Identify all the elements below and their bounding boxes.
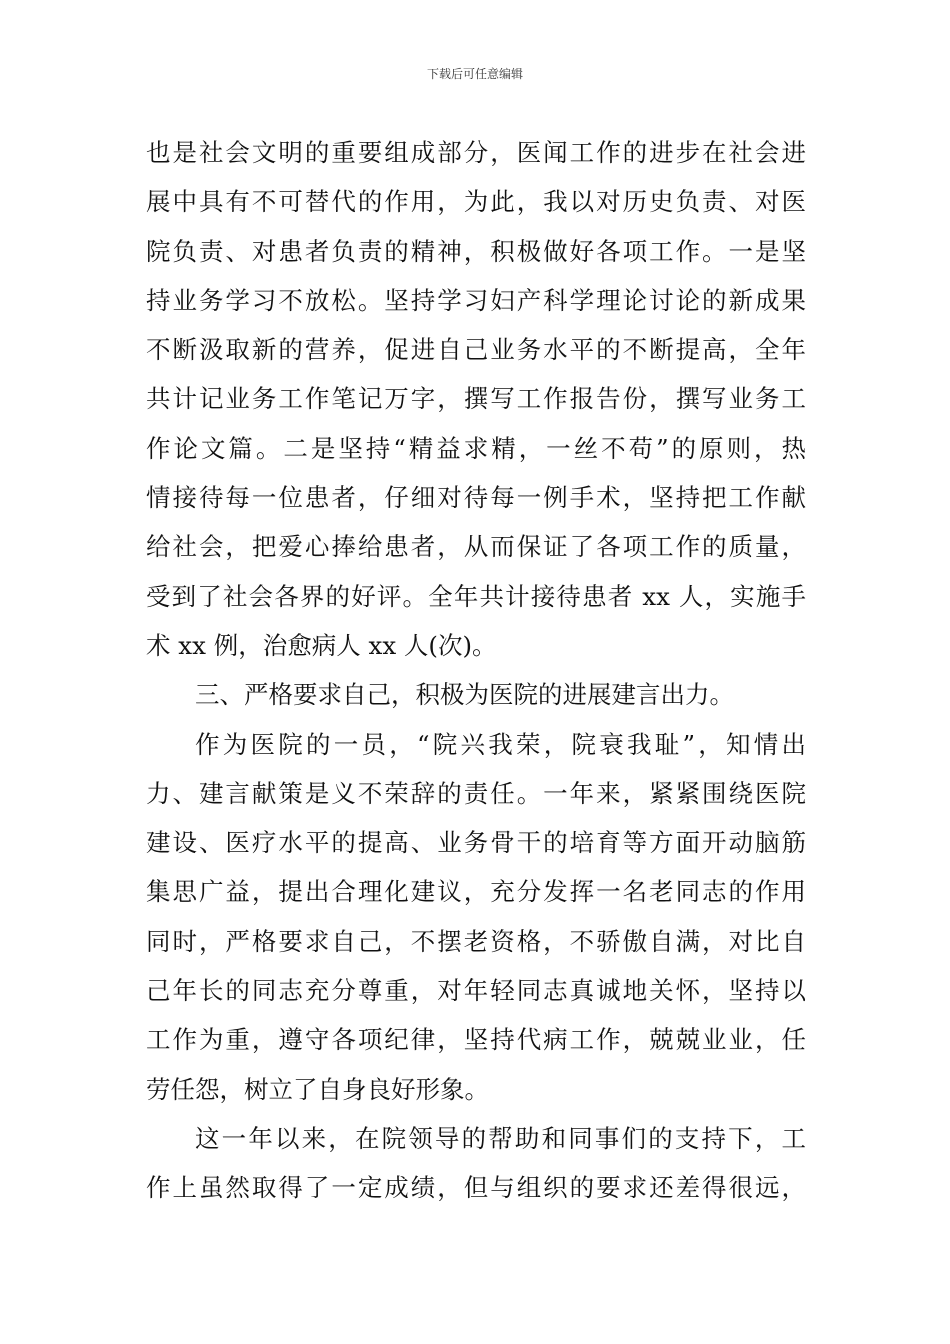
text-line: 受到了社会各界的好评。全年共计接待患者 xx 人，实施手 [146,581,806,611]
text-line: 己年长的同志充分尊重，对年轻同志真诚地关怀，坚持以 [146,976,806,1006]
text-line: 建设、医疗水平的提高、业务骨干的培育等方面开动脑筋 [146,828,806,858]
text-line: 工作为重，遵守各项纪律，坚持代病工作，兢兢业业，任 [146,1025,806,1055]
text-line: 作论文篇。二是坚持“精益求精，一丝不苟”的原则，热 [146,433,806,463]
text-line: 力、建言献策是义不荣辞的责任。一年来，紧紧围绕医院 [146,778,806,808]
document-body [146,128,806,1213]
text-line: 给社会，把爱心捧给患者，从而保证了各项工作的质量， [146,532,806,562]
text-line: 情接待每一位患者，仔细对待每一例手术，坚持把工作献 [146,483,806,513]
text-line: 作为医院的一员，“院兴我荣，院衰我耻”，知情出 [195,729,806,759]
text-line: 也是社会文明的重要组成部分，医闻工作的进步在社会进 [146,138,806,167]
text-line: 术 xx 例，治愈病人 xx 人(次)。 [146,630,497,660]
text-line: 集思广益，提出合理化建议，充分发挥一名老同志的作用 [146,877,806,907]
text-line: 共计记业务工作笔记万字，撰写工作报告份，撰写业务工 [146,384,806,414]
text-line: 不断汲取新的营养，促进自己业务水平的不断提高，全年 [146,335,806,365]
text-line: 三、严格要求自己，积极为医院的进展建言出力。 [195,680,734,710]
text-line: 劳任怨，树立了自身良好形象。 [146,1074,489,1104]
text-line: 这一年以来，在院领导的帮助和同事们的支持下，工 [195,1123,806,1153]
text-line: 院负责、对患者负责的精神，积极做好各项工作。一是坚 [146,236,806,266]
text-line: 持业务学习不放松。坚持学习妇产科学理论讨论的新成果 [146,285,806,315]
text-line: 同时，严格要求自己，不摆老资格，不骄傲自满，对比自 [146,926,806,956]
text-line: 作上虽然取得了一定成绩，但与组织的要求还差得很远， [146,1173,806,1203]
text-line: 展中具有不可替代的作用，为此，我以对历史负责、对医 [146,187,806,217]
page-header-note: 下载后可任意编辑 [426,67,523,81]
